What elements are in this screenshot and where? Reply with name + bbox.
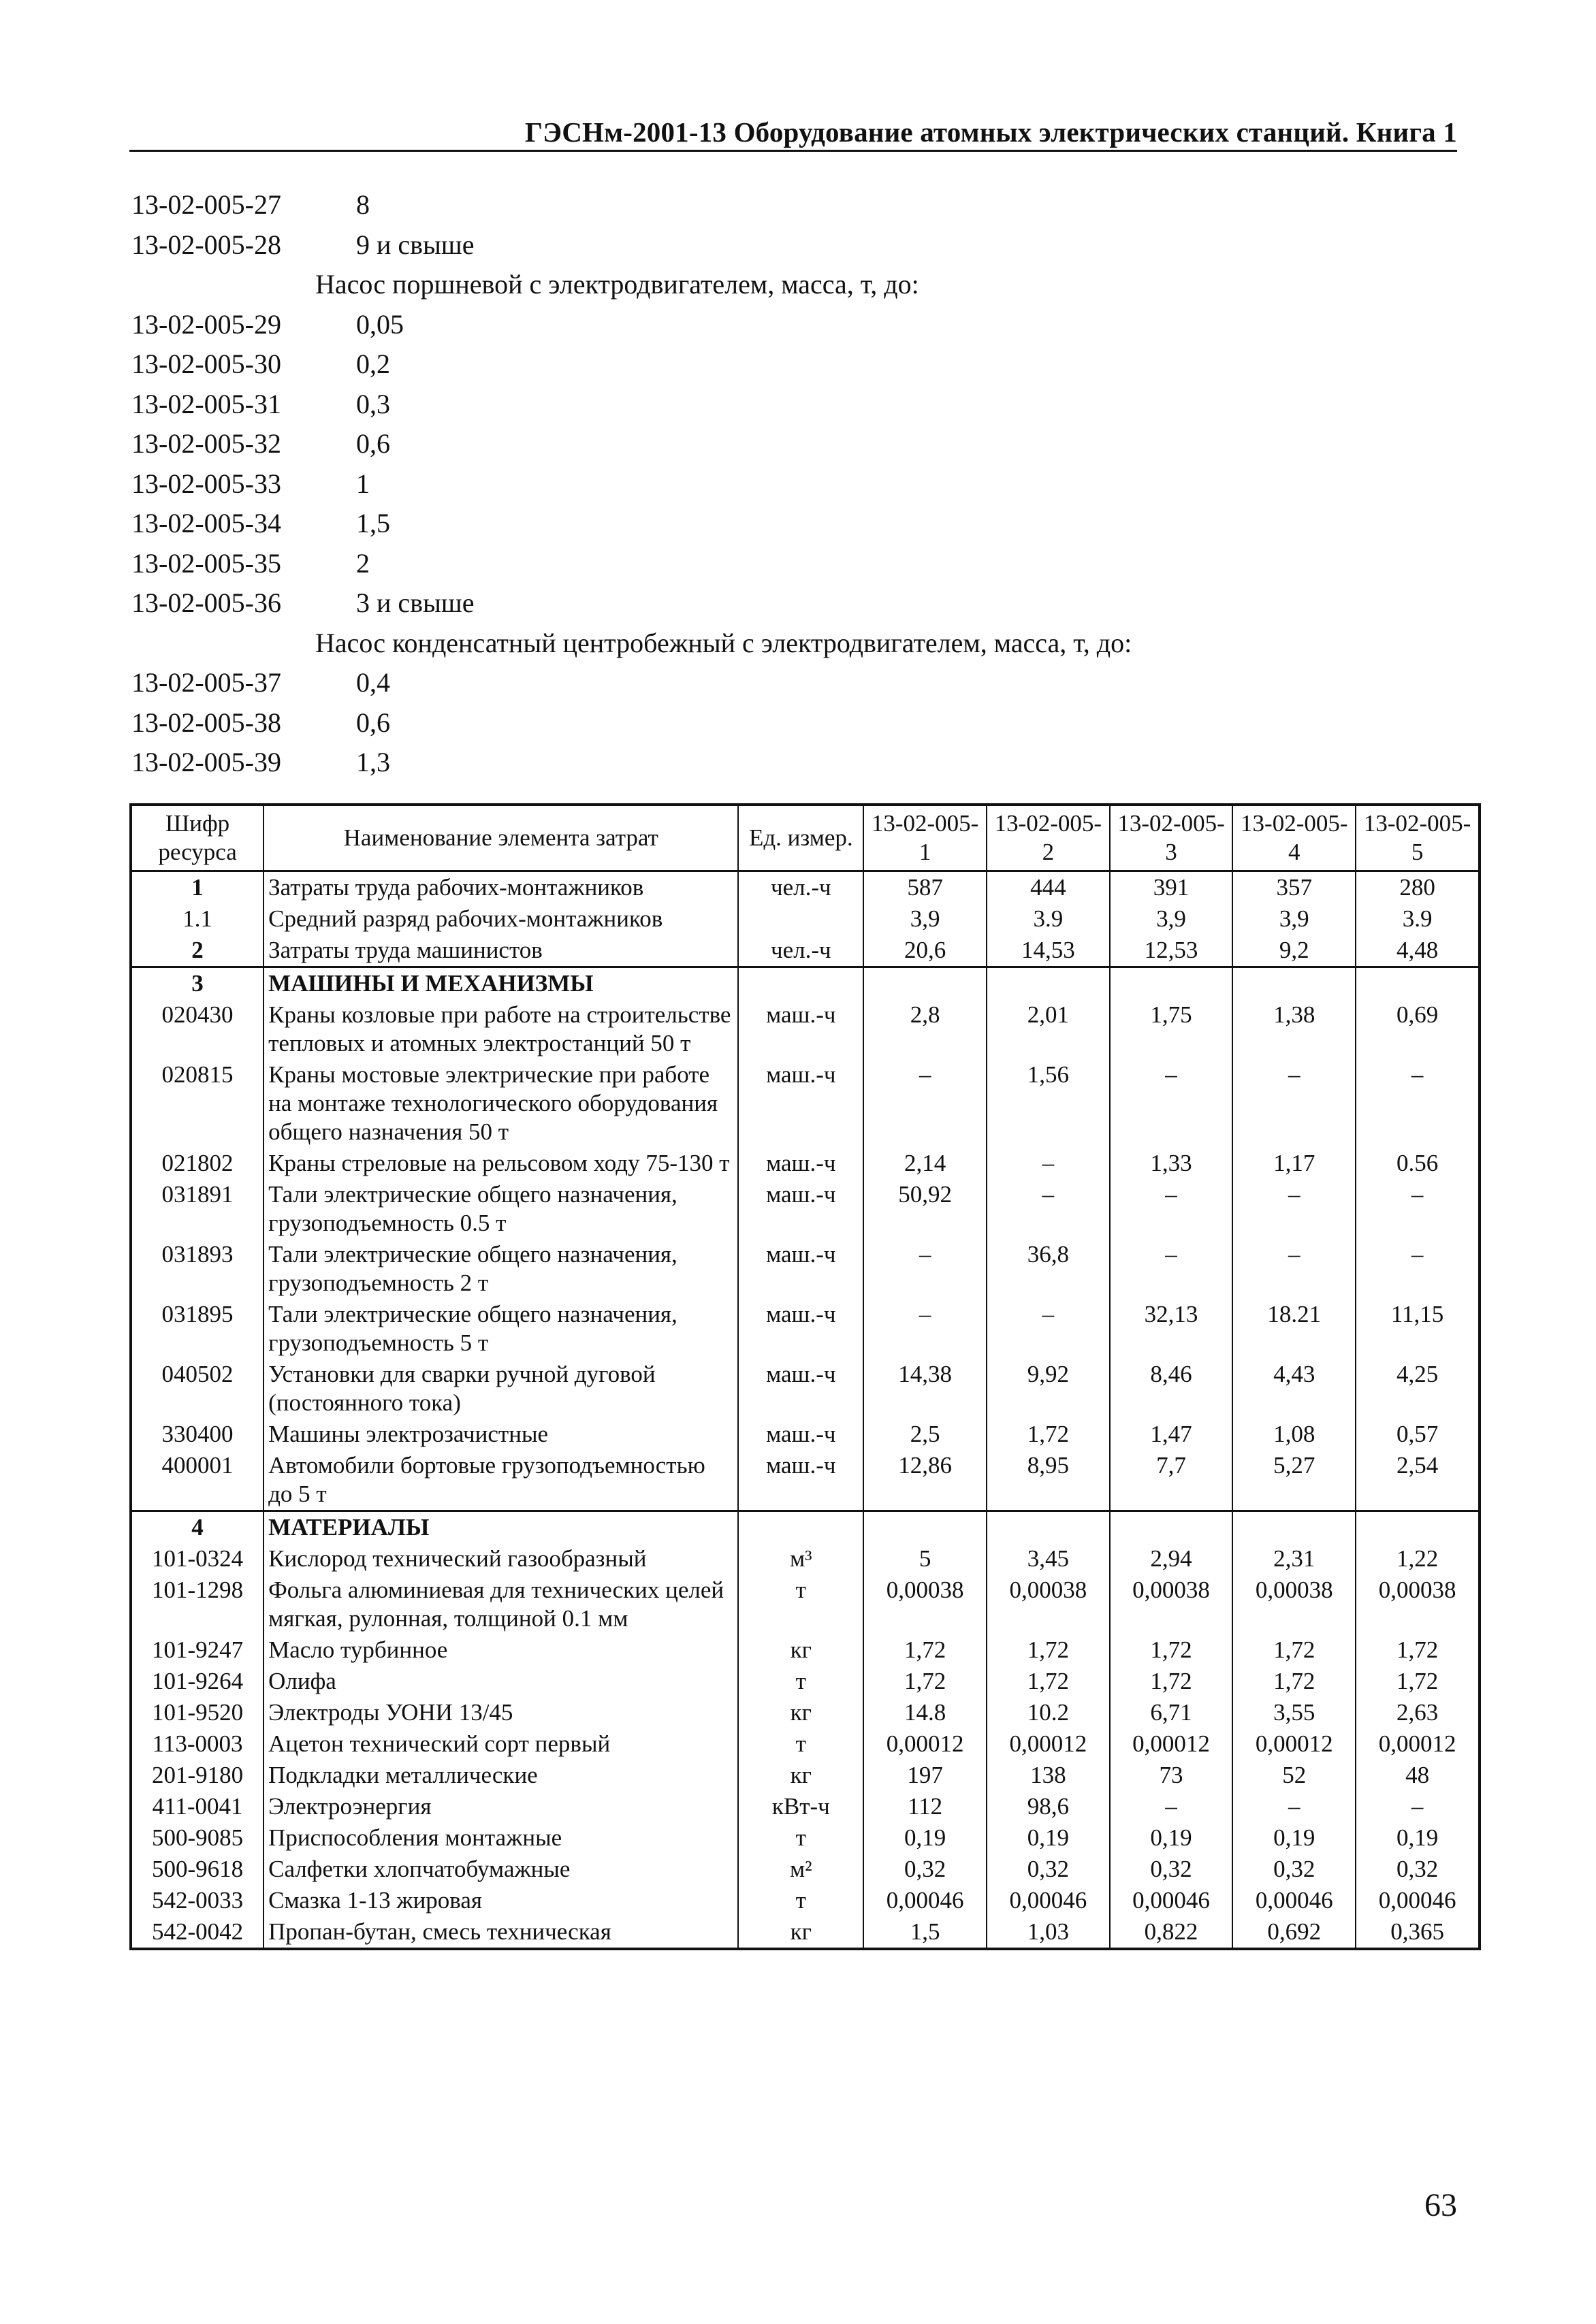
cell-value: 0,00012 [1232, 1728, 1356, 1760]
table-row [131, 1543, 1480, 1575]
cell-value: – [863, 1239, 987, 1299]
cell-unit: кВт-ч [738, 1791, 863, 1822]
cell-value: – [1356, 1179, 1480, 1239]
cell-code: 411-0041 [131, 1791, 264, 1822]
cell-value: 1,72 [987, 1634, 1110, 1666]
cell-value: 4,48 [1356, 935, 1480, 967]
cell-value [1356, 1511, 1480, 1544]
cell-value: – [863, 1299, 987, 1359]
cell-value: – [1232, 1791, 1356, 1822]
cell-value [1232, 967, 1356, 1000]
cell-value: 1,72 [863, 1634, 987, 1666]
code-list-item [131, 703, 1425, 743]
table-row [131, 1059, 1480, 1148]
cell-value: 2,54 [1356, 1450, 1480, 1511]
cell-code: 201-9180 [131, 1760, 264, 1791]
cell-value: 0,00012 [863, 1728, 987, 1760]
cell-value: 280 [1356, 871, 1480, 904]
table-row [131, 1359, 1480, 1419]
cell-code: 542-0033 [131, 1885, 264, 1916]
code-list-item [131, 225, 1425, 265]
cell-value: 1,17 [1232, 1148, 1356, 1179]
cell-name: Фольга алюминиевая для технических целей мягкая, рулонная, толщиной 0.1 мм [264, 1575, 738, 1634]
table-row [131, 1791, 1480, 1822]
cell-unit: маш.-ч [738, 1239, 863, 1299]
cell-unit: маш.-ч [738, 999, 863, 1059]
cell-code: 4 [131, 1511, 264, 1544]
cell-code: 031895 [131, 1299, 264, 1359]
cell-value: 0,692 [1232, 1916, 1356, 1949]
cell-value: 0,00046 [1232, 1885, 1356, 1916]
code-list-code: 13-02-005-27 [131, 189, 281, 220]
code-list-code: 13-02-005-28 [131, 229, 281, 260]
cell-value: 12,53 [1110, 935, 1233, 967]
header-col-3: 13-02-005-3 [1110, 805, 1233, 871]
table-row [131, 1450, 1480, 1511]
code-list-code: 13-02-005-30 [131, 349, 281, 379]
page-header-title: ГЭСНм-2001-13 Оборудование атомных электрических станций. Книга 1 [524, 116, 1457, 148]
cell-value: 14,53 [987, 935, 1110, 967]
cell-value: 0,365 [1356, 1916, 1480, 1949]
cell-value: 0,00046 [863, 1885, 987, 1916]
table-row [131, 1239, 1480, 1299]
cell-unit: кг [738, 1916, 863, 1949]
cell-value: 1,22 [1356, 1543, 1480, 1575]
table-row [131, 1575, 1480, 1634]
cell-name: Кислород технический газообразный [264, 1543, 738, 1575]
cell-value: 50,92 [863, 1179, 987, 1239]
cell-value: 8,95 [987, 1450, 1110, 1511]
cell-value: 0,00012 [1356, 1728, 1480, 1760]
cell-value: 2,01 [987, 999, 1110, 1059]
cell-value: 2,5 [863, 1419, 987, 1450]
cell-value: 3.9 [1356, 903, 1480, 935]
cell-unit: маш.-ч [738, 1299, 863, 1359]
cell-code: 021802 [131, 1148, 264, 1179]
cell-value: 0,19 [863, 1822, 987, 1854]
table-row [131, 935, 1480, 967]
code-list-code: 13-02-005-29 [131, 308, 281, 340]
cell-name: Электроды УОНИ 13/45 [264, 1697, 738, 1728]
cell-value: 0,00046 [1356, 1885, 1480, 1916]
cell-value: 0,00038 [1232, 1575, 1356, 1634]
cell-code: 113-0003 [131, 1728, 264, 1760]
cell-value: 0,32 [987, 1854, 1110, 1885]
cell-value: 1,72 [1110, 1634, 1233, 1666]
code-list-item [131, 305, 1425, 345]
cell-value: – [863, 1059, 987, 1148]
cell-value: 1,72 [1356, 1666, 1480, 1697]
code-list-value: 0,3 [356, 388, 390, 419]
cell-value: 0,32 [1232, 1854, 1356, 1885]
cell-name: Приспособления монтажные [264, 1822, 738, 1854]
code-list-item [131, 344, 1425, 385]
cell-name: Смазка 1-13 жировая [264, 1885, 738, 1916]
header-col-2: 13-02-005-2 [987, 805, 1110, 871]
table-row [131, 1885, 1480, 1916]
cell-value: 0,00038 [863, 1575, 987, 1634]
cell-name: Средний разряд рабочих-монтажников [264, 903, 738, 935]
code-list [131, 185, 1425, 783]
cell-value: 0,00012 [987, 1728, 1110, 1760]
cell-unit: маш.-ч [738, 1450, 863, 1511]
page-number: 63 [1424, 2187, 1457, 2223]
code-list-code: 13-02-005-39 [131, 747, 281, 777]
cell-value: 1,33 [1110, 1148, 1233, 1179]
cell-value: – [1110, 1179, 1233, 1239]
code-list-code: 13-02-005-34 [131, 508, 281, 538]
code-list-item [131, 544, 1425, 584]
table-row [131, 1148, 1480, 1179]
cell-value [863, 1511, 987, 1544]
cell-value: 0.56 [1356, 1148, 1480, 1179]
code-list-item [131, 464, 1425, 504]
header-name: Наименование элемента затрат [264, 805, 738, 871]
code-list-item [131, 504, 1425, 544]
cell-value: 0,57 [1356, 1419, 1480, 1450]
code-list-code: 13-02-005-31 [131, 388, 281, 419]
cell-value: – [1356, 1239, 1480, 1299]
cell-name: Установки для сварки ручной дуговой (постоянного тока) [264, 1359, 738, 1419]
cell-value: 12,86 [863, 1450, 987, 1511]
cell-value: 9,92 [987, 1359, 1110, 1419]
cell-value [863, 967, 987, 1000]
code-list-value: 0,4 [356, 667, 390, 698]
cell-value: 73 [1110, 1760, 1233, 1791]
cell-code: 500-9085 [131, 1822, 264, 1854]
cell-value: 1,75 [1110, 999, 1233, 1059]
cell-value: 1,38 [1232, 999, 1356, 1059]
cell-value: 357 [1232, 871, 1356, 904]
cell-value: 112 [863, 1791, 987, 1822]
cell-name: Электроэнергия [264, 1791, 738, 1822]
cell-code: 400001 [131, 1450, 264, 1511]
code-list-code: 13-02-005-35 [131, 547, 281, 579]
code-list-item [131, 424, 1425, 464]
cell-name: Затраты труда машинистов [264, 935, 738, 967]
cell-unit: кг [738, 1697, 863, 1728]
code-list-value: 1,3 [356, 747, 390, 777]
cell-unit [738, 903, 863, 935]
cell-code: 101-9264 [131, 1666, 264, 1697]
table-row [131, 903, 1480, 935]
cell-name: Пропан-бутан, смесь техническая [264, 1916, 738, 1949]
cell-unit: м² [738, 1854, 863, 1885]
cell-value: 1,72 [1232, 1666, 1356, 1697]
cell-value: 0,00046 [1110, 1885, 1233, 1916]
cell-name: Подкладки металлические [264, 1760, 738, 1791]
table-section-row [131, 1511, 1480, 1544]
cell-value: 9,2 [1232, 935, 1356, 967]
cell-value: 0,19 [987, 1822, 1110, 1854]
table-row [131, 1419, 1480, 1450]
cell-value: 1,5 [863, 1916, 987, 1949]
cell-value: 0,00012 [1110, 1728, 1233, 1760]
cell-unit: т [738, 1728, 863, 1760]
table-header-row [131, 805, 1480, 871]
cell-value: 4,25 [1356, 1359, 1480, 1419]
cell-value: 2,14 [863, 1148, 987, 1179]
code-list-code: 13-02-005-36 [131, 587, 281, 618]
cell-unit: маш.-ч [738, 1148, 863, 1179]
cell-value: – [987, 1148, 1110, 1179]
table-row [131, 1697, 1480, 1728]
cell-value: 36,8 [987, 1239, 1110, 1299]
cell-value: – [1232, 1179, 1356, 1239]
header-code: Шифр ресурса [131, 805, 264, 871]
cell-name: Краны козловые при работе на строительстве тепловых и атомных электростанций 50 т [264, 999, 738, 1059]
cell-name: Тали электрические общего назначения, грузоподъемность 2 т [264, 1239, 738, 1299]
cell-unit: маш.-ч [738, 1059, 863, 1148]
cell-unit: маш.-ч [738, 1359, 863, 1419]
code-list-value: 0,6 [356, 707, 390, 738]
cell-value: 6,71 [1110, 1697, 1233, 1728]
cell-value: 197 [863, 1760, 987, 1791]
cell-value: 4,43 [1232, 1359, 1356, 1419]
resource-table [129, 803, 1481, 1950]
cell-value: 10.2 [987, 1697, 1110, 1728]
page-header [129, 116, 1457, 152]
cell-name: МАШИНЫ И МЕХАНИЗМЫ [264, 967, 738, 1000]
cell-value: 0,00038 [1356, 1575, 1480, 1634]
cell-value: 1,72 [863, 1666, 987, 1697]
cell-value: 98,6 [987, 1791, 1110, 1822]
cell-value: 14,38 [863, 1359, 987, 1419]
code-list-value: 2 [356, 547, 370, 579]
cell-value: 0,19 [1356, 1822, 1480, 1854]
cell-unit: т [738, 1822, 863, 1854]
cell-value: 1,08 [1232, 1419, 1356, 1450]
cell-name: Масло турбинное [264, 1634, 738, 1666]
code-list-value: 1 [356, 468, 370, 499]
cell-value [1110, 1511, 1233, 1544]
cell-value: 2,31 [1232, 1543, 1356, 1575]
cell-name: Краны стреловые на рельсовом ходу 75-130 т [264, 1148, 738, 1179]
table-row [131, 1916, 1480, 1949]
cell-value: 1,72 [987, 1419, 1110, 1450]
table-row [131, 1854, 1480, 1885]
cell-code: 1 [131, 871, 264, 904]
cell-value: 0,32 [1356, 1854, 1480, 1885]
cell-name: Ацетон технический сорт первый [264, 1728, 738, 1760]
table-row [131, 1760, 1480, 1791]
cell-code: 020815 [131, 1059, 264, 1148]
table-section-row [131, 967, 1480, 1000]
header-col-5: 13-02-005-5 [1356, 805, 1480, 871]
code-list-value: 3 и свыше [356, 587, 475, 618]
cell-unit [738, 1511, 863, 1544]
table-row [131, 1728, 1480, 1760]
cell-value: 7,7 [1110, 1450, 1233, 1511]
cell-name: Олифа [264, 1666, 738, 1697]
code-list-heading-text: Насос конденсатный центробежный с электродвигателем, масса, т, до: [315, 627, 1132, 658]
cell-value: 0,00046 [987, 1885, 1110, 1916]
cell-unit: кг [738, 1760, 863, 1791]
header-col-4: 13-02-005-4 [1232, 805, 1356, 871]
cell-value: 1,72 [1356, 1634, 1480, 1666]
table-row [131, 999, 1480, 1059]
cell-value: 32,13 [1110, 1299, 1233, 1359]
cell-value: – [987, 1299, 1110, 1359]
cell-value: 5,27 [1232, 1450, 1356, 1511]
cell-value: 3.9 [987, 903, 1110, 935]
cell-name: Машины электрозачистные [264, 1419, 738, 1450]
code-list-code: 13-02-005-38 [131, 707, 281, 738]
cell-unit: т [738, 1575, 863, 1634]
cell-unit: маш.-ч [738, 1419, 863, 1450]
code-list-value: 0,05 [356, 308, 404, 340]
cell-unit: чел.-ч [738, 871, 863, 904]
code-list-code: 13-02-005-32 [131, 428, 281, 459]
cell-code: 3 [131, 967, 264, 1000]
cell-value: – [1356, 1059, 1480, 1148]
cell-value [987, 967, 1110, 1000]
cell-value: 0,00038 [1110, 1575, 1233, 1634]
cell-unit: м³ [738, 1543, 863, 1575]
cell-value: 0,32 [863, 1854, 987, 1885]
cell-value: 2,8 [863, 999, 987, 1059]
cell-value: 0,822 [1110, 1916, 1233, 1949]
cell-code: 330400 [131, 1419, 264, 1450]
cell-code: 031891 [131, 1179, 264, 1239]
table-row [131, 871, 1480, 904]
cell-value [1232, 1511, 1356, 1544]
table-row [131, 1666, 1480, 1697]
cell-value: 1,72 [1232, 1634, 1356, 1666]
header-col-1: 13-02-005-1 [863, 805, 987, 871]
cell-value: 3,55 [1232, 1697, 1356, 1728]
cell-code: 020430 [131, 999, 264, 1059]
cell-value: 2,94 [1110, 1543, 1233, 1575]
cell-code: 031893 [131, 1239, 264, 1299]
code-list-value: 0,2 [356, 349, 390, 379]
cell-value: 14.8 [863, 1697, 987, 1728]
cell-value: 1,72 [987, 1666, 1110, 1697]
cell-value: 1,03 [987, 1916, 1110, 1949]
cell-unit: маш.-ч [738, 1179, 863, 1239]
cell-name: Краны мостовые электрические при работе на монтаже технологического оборудования общего назначения 50 т [264, 1059, 738, 1148]
cell-code: 101-1298 [131, 1575, 264, 1634]
cell-value: – [1356, 1791, 1480, 1822]
cell-name: Салфетки хлопчатобумажные [264, 1854, 738, 1885]
cell-value [987, 1511, 1110, 1544]
cell-value: 52 [1232, 1760, 1356, 1791]
cell-value: 18.21 [1232, 1299, 1356, 1359]
cell-code: 101-9520 [131, 1697, 264, 1728]
cell-value: 1,47 [1110, 1419, 1233, 1450]
cell-value: 0,19 [1232, 1822, 1356, 1854]
cell-name: Тали электрические общего назначения, грузоподъемность 5 т [264, 1299, 738, 1359]
cell-value: 0,32 [1110, 1854, 1233, 1885]
cell-value: 3,9 [863, 903, 987, 935]
cell-name: МАТЕРИАЛЫ [264, 1511, 738, 1544]
cell-value: – [987, 1179, 1110, 1239]
code-list-value: 8 [356, 189, 370, 220]
code-list-value: 0,6 [356, 428, 390, 459]
code-list-item [131, 583, 1425, 624]
cell-unit: чел.-ч [738, 935, 863, 967]
cell-value: 8,46 [1110, 1359, 1233, 1419]
cell-value: – [1232, 1239, 1356, 1299]
cell-value: 20,6 [863, 935, 987, 967]
cell-value: – [1110, 1791, 1233, 1822]
code-list-heading [131, 265, 1425, 305]
code-list-item [131, 663, 1425, 703]
cell-value: 0,00038 [987, 1575, 1110, 1634]
cell-unit: т [738, 1666, 863, 1697]
code-list-heading-text: Насос поршневой с электродвигателем, масса, т, до: [315, 269, 919, 300]
table-row [131, 1299, 1480, 1359]
cell-name: Затраты труда рабочих-монтажников [264, 871, 738, 904]
cell-code: 101-0324 [131, 1543, 264, 1575]
cell-value: 444 [987, 871, 1110, 904]
cell-value: 2,63 [1356, 1697, 1480, 1728]
cell-value: 48 [1356, 1760, 1480, 1791]
header-unit: Ед. измер. [738, 805, 863, 871]
cell-value: – [1110, 1059, 1233, 1148]
cell-value: 5 [863, 1543, 987, 1575]
cell-value: 1,56 [987, 1059, 1110, 1148]
cell-value: 11,15 [1356, 1299, 1480, 1359]
cell-code: 500-9618 [131, 1854, 264, 1885]
cell-code: 101-9247 [131, 1634, 264, 1666]
cell-code: 542-0042 [131, 1916, 264, 1949]
cell-unit [738, 967, 863, 1000]
cell-value: 587 [863, 871, 987, 904]
cell-value: 138 [987, 1760, 1110, 1791]
cell-value: 1,72 [1110, 1666, 1233, 1697]
cell-value: 3,9 [1232, 903, 1356, 935]
cell-code: 040502 [131, 1359, 264, 1419]
table-row [131, 1179, 1480, 1239]
cell-value: 3,9 [1110, 903, 1233, 935]
cell-value: – [1110, 1239, 1233, 1299]
cell-value: 3,45 [987, 1543, 1110, 1575]
cell-name: Автомобили бортовые грузоподъемностью до 5 т [264, 1450, 738, 1511]
cell-code: 2 [131, 935, 264, 967]
code-list-code: 13-02-005-37 [131, 667, 281, 698]
cell-unit: т [738, 1885, 863, 1916]
cell-value [1110, 967, 1233, 1000]
cell-unit: кг [738, 1634, 863, 1666]
cell-value [1356, 967, 1480, 1000]
code-list-heading [131, 624, 1425, 664]
code-list-value: 9 и свыше [356, 229, 475, 260]
table-row [131, 1822, 1480, 1854]
code-list-item [131, 185, 1425, 225]
cell-value: 0,19 [1110, 1822, 1233, 1854]
code-list-value: 1,5 [356, 508, 390, 538]
code-list-item [131, 385, 1425, 425]
cell-name: Тали электрические общего назначения, грузоподъемность 0.5 т [264, 1179, 738, 1239]
cell-value: 0,69 [1356, 999, 1480, 1059]
cell-value: 391 [1110, 871, 1233, 904]
code-list-code: 13-02-005-33 [131, 468, 281, 499]
cell-value: – [1232, 1059, 1356, 1148]
table-row [131, 1634, 1480, 1666]
cell-code: 1.1 [131, 903, 264, 935]
code-list-item [131, 743, 1425, 783]
